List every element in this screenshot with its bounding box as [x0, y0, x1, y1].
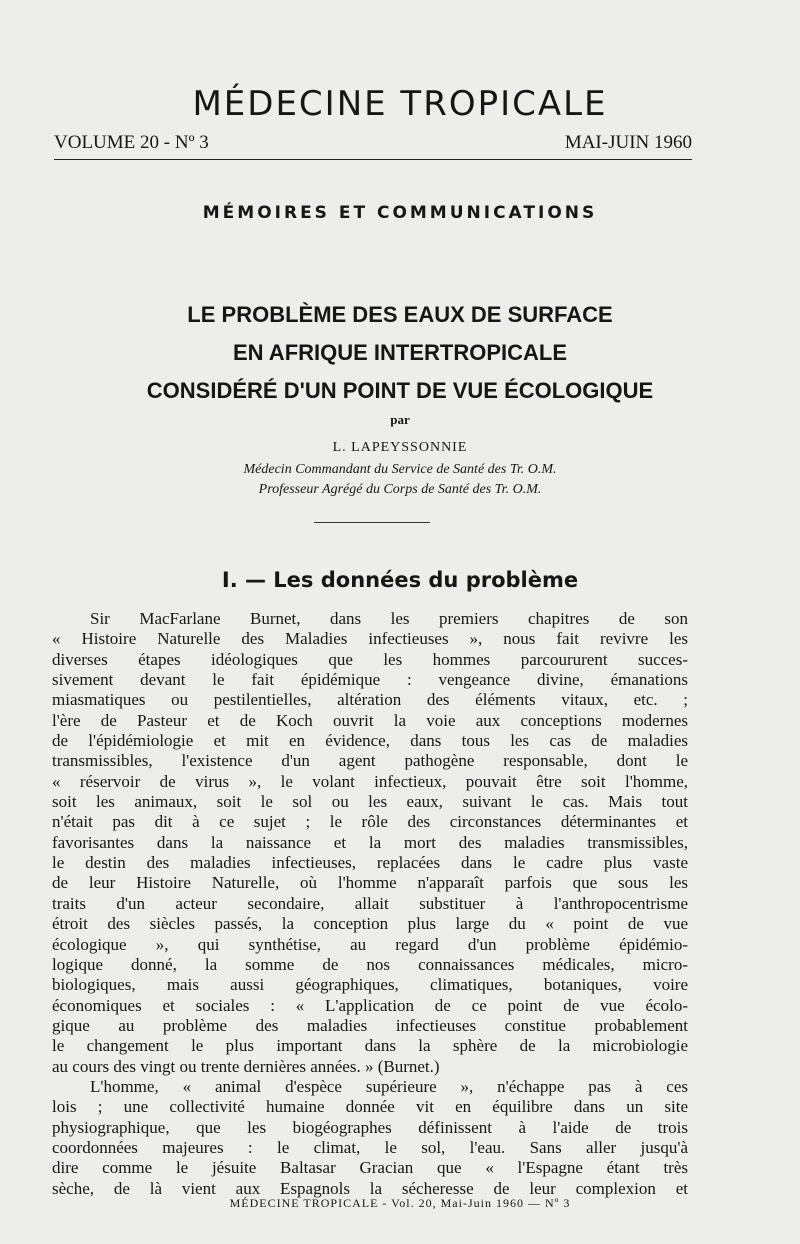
by-label: par: [390, 412, 410, 427]
body-line: écologique », qui synthétise, au regard d'un problème épidémio-: [52, 934, 688, 954]
page-footer: MÉDECINE TROPICALE - Vol. 20, Mai-Juin 1960 — Nº 3: [229, 1196, 571, 1210]
author-name: L. LAPEYSSONNIE: [332, 440, 468, 455]
body-line: physiographique, que les biogéographes définissent à l'aide de trois: [52, 1117, 688, 1137]
author-affiliation: Professeur Agrégé du Corps de Santé des Tr. O.M.: [258, 482, 542, 497]
journal-title: MÉDECINE TROPICALE: [192, 84, 608, 124]
section-title: MÉMOIRES ET COMMUNICATIONS: [202, 203, 598, 223]
volume-number: VOLUME 20 - Nº 3: [54, 132, 209, 153]
body-line: n'était pas dit à ce sujet ; le rôle des circonstances déterminantes et: [52, 812, 688, 832]
body-line: étroit des siècles passés, la conception plus large du « point de vue: [52, 914, 688, 934]
body-line: miasmatiques ou pestilentielles, altération des éléments vitaux, etc. ;: [52, 690, 688, 710]
body-line: lois ; une collectivité humaine donnée vit en équilibre dans un site: [52, 1097, 688, 1117]
body-line: de l'épidémiologie et mit en évidence, dans tous les cas de maladies: [52, 731, 688, 751]
author-affiliation: Médecin Commandant du Service de Santé des Tr. O.M.: [243, 462, 557, 477]
body-line: biologiques, mais aussi géographiques, climatiques, botaniques, voire: [52, 975, 688, 995]
article-title-line: EN AFRIQUE INTERTROPICALE: [232, 340, 568, 365]
body-line: économiques et sociales : « L'application de ce point de vue écolo-: [52, 995, 688, 1015]
section-heading: I. — Les données du problème: [221, 568, 579, 592]
body-line: sivement devant le fait épidémique : vengeance divine, émanations: [52, 670, 688, 690]
body-line: dire comme le jésuite Baltasar Gracian que « l'Espagne étant très: [52, 1158, 688, 1178]
body-line: traits d'un acteur secondaire, allait substituer à l'anthropocentrisme: [52, 893, 688, 913]
body-line: transmissibles, l'existence d'un agent pathogène responsable, dont le: [52, 751, 688, 771]
body-line: gique au problème des maladies infectieuses constitue probablement: [52, 1015, 688, 1035]
body-line: le destin des maladies infectieuses, replacées dans le cadre plus vaste: [52, 853, 688, 873]
body-line: sèche, de là vient aux Espagnols la sécheresse de leur complexion et: [52, 1178, 688, 1198]
article-title-line: LE PROBLÈME DES EAUX DE SURFACE: [187, 302, 613, 327]
body-line: L'homme, « animal d'espèce supérieure », n'échappe pas à ces: [90, 1076, 688, 1096]
body-line: « réservoir de virus », le volant infectieux, pouvait être soit l'homme,: [52, 771, 688, 791]
body-line: au cours des vingt ou trente dernières années. » (Burnet.): [52, 1056, 440, 1076]
body-line: Sir MacFarlane Burnet, dans les premiers chapitres de son: [90, 609, 688, 628]
body-line: logique donné, la somme de nos connaissances médicales, micro-: [52, 954, 688, 974]
body-line: diverses étapes idéologiques que les hommes parcoururent succes-: [52, 649, 688, 669]
article-body: [52, 609, 688, 1199]
body-line: de leur Histoire Naturelle, où l'homme n'apparaît parfois que sous les: [52, 873, 688, 893]
body-line: « Histoire Naturelle des Maladies infectieuses », nous fait revivre les: [52, 629, 688, 649]
article-title-line: CONSIDÉRÉ D'UN POINT DE VUE ÉCOLOGIQUE: [146, 378, 654, 403]
body-line: favorisantes dans la naissance et la mort des maladies transmissibles,: [52, 832, 688, 852]
body-line: coordonnées majeures : le climat, le sol, l'eau. Sans aller jusqu'à: [52, 1137, 688, 1157]
article-title: [0, 296, 800, 410]
divider: [314, 522, 430, 523]
issue-line: [54, 132, 692, 160]
body-line: l'ère de Pasteur et de Koch ouvrit la voie aux conceptions modernes: [52, 710, 688, 730]
body-line: le changement le plus important dans la sphère de la microbiologie: [52, 1036, 688, 1056]
issue-date: MAI-JUIN 1960: [564, 132, 692, 153]
body-line: soit les animaux, soit le sol ou les eaux, suivant le cas. Mais tout: [52, 792, 688, 812]
